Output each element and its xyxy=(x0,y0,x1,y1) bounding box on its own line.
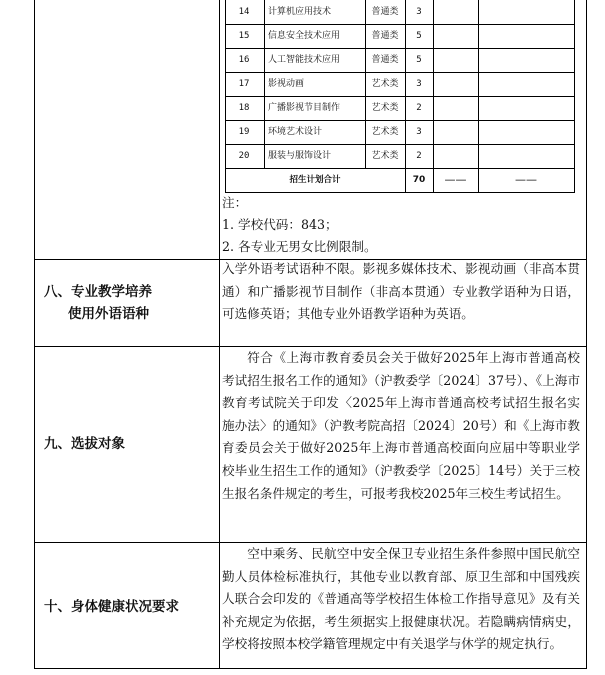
section-label-line: 八、专业教学培养 xyxy=(44,284,152,300)
section-text-language: 入学外语考试语种不限。影视多媒体技术、影视动画（非高本贯通）和广播影视节目制作（非高本贯通）专业教学语种为日语，可选修英语；其他专业外语教学语种为英语。 xyxy=(222,261,580,322)
plan-count: 2 xyxy=(416,103,422,113)
table-row xyxy=(225,96,575,120)
table-row xyxy=(225,0,575,24)
major-category: 普通类 xyxy=(371,7,399,17)
total-dash: —— xyxy=(515,173,537,186)
plan-count: 3 xyxy=(416,127,422,137)
row-number: 19 xyxy=(238,127,250,137)
plan-count: 5 xyxy=(416,31,422,41)
row-number: 20 xyxy=(238,151,250,161)
section-label-target: 九、选拔对象 xyxy=(44,436,125,452)
table-total-row xyxy=(225,168,575,192)
table-row xyxy=(225,24,575,48)
section-text-health: 空中乘务、民航空中安全保卫专业招生条件参照中国民航空勤人员体检标准执行，其他专业以教育部、原卫生部和中国残疾人联合会印发的《普通高等学校招生体检工作指导意见》及有关补充规定为依据，考生须据实上报健康状况。若隐瞒病情病史，学校将按照本校学籍管理规定中有关退学与休学的规定执行。 xyxy=(222,546,580,652)
total-label: 招生计划合计 xyxy=(289,175,341,185)
major-name: 广播影视节目制作 xyxy=(268,103,341,113)
major-name: 计算机应用技术 xyxy=(268,7,332,17)
plan-count: 3 xyxy=(416,79,422,89)
row-number: 16 xyxy=(238,55,250,65)
plan-count: 3 xyxy=(416,7,422,17)
major-category: 艺术类 xyxy=(371,103,399,113)
table-row xyxy=(225,72,575,96)
major-category: 艺术类 xyxy=(371,151,399,161)
row-number: 17 xyxy=(238,79,250,89)
major-name: 人工智能技术应用 xyxy=(268,55,341,65)
column-divider xyxy=(219,0,220,668)
section-label-line: 使用外语语种 xyxy=(68,306,149,322)
table-row xyxy=(225,144,575,168)
section-label-health: 十、身体健康状况要求 xyxy=(44,599,179,615)
total-value: 70 xyxy=(412,175,426,185)
major-name: 影视动画 xyxy=(268,79,305,89)
plan-count: 2 xyxy=(416,151,422,161)
notes-line-2: 2. 各专业无男女比例限制。 xyxy=(222,239,377,254)
major-category: 普通类 xyxy=(371,31,399,41)
major-category: 艺术类 xyxy=(371,127,399,137)
section-label-language xyxy=(40,281,214,325)
major-category: 艺术类 xyxy=(371,79,399,89)
row-number: 18 xyxy=(238,103,250,113)
major-name: 服装与服饰设计 xyxy=(268,151,332,161)
notes-title: 注： xyxy=(222,195,248,210)
table-row xyxy=(225,120,575,144)
table-row xyxy=(225,48,575,72)
row-number: 15 xyxy=(238,31,250,41)
plan-count: 5 xyxy=(416,55,422,65)
row-number: 14 xyxy=(238,7,250,17)
section-text-target: 符合《上海市教育委员会关于做好2025年上海市普通高校考试招生报名工作的通知》（沪教委学〔2024〕37号）、《上海市教育考试院关于印发〈2025年上海市普通高校考试招生报名实施办法〉的通知》（沪教考院高招〔2024〕20号）和《上海市教育委员会关于做好2025年上海市普通高校面向应届中等职业学校毕业生招生工作的通知》（沪教委学〔2025〕14号）关于三校生报名条件规定的考生，可报考我校2025年三校生考试招生。 xyxy=(222,350,580,501)
notes-line-1: 1. 学校代码：843； xyxy=(222,217,338,232)
major-category: 普通类 xyxy=(371,55,399,65)
major-name: 信息安全技术应用 xyxy=(268,31,341,41)
total-dash: —— xyxy=(444,173,467,186)
major-name: 环境艺术设计 xyxy=(268,127,323,137)
